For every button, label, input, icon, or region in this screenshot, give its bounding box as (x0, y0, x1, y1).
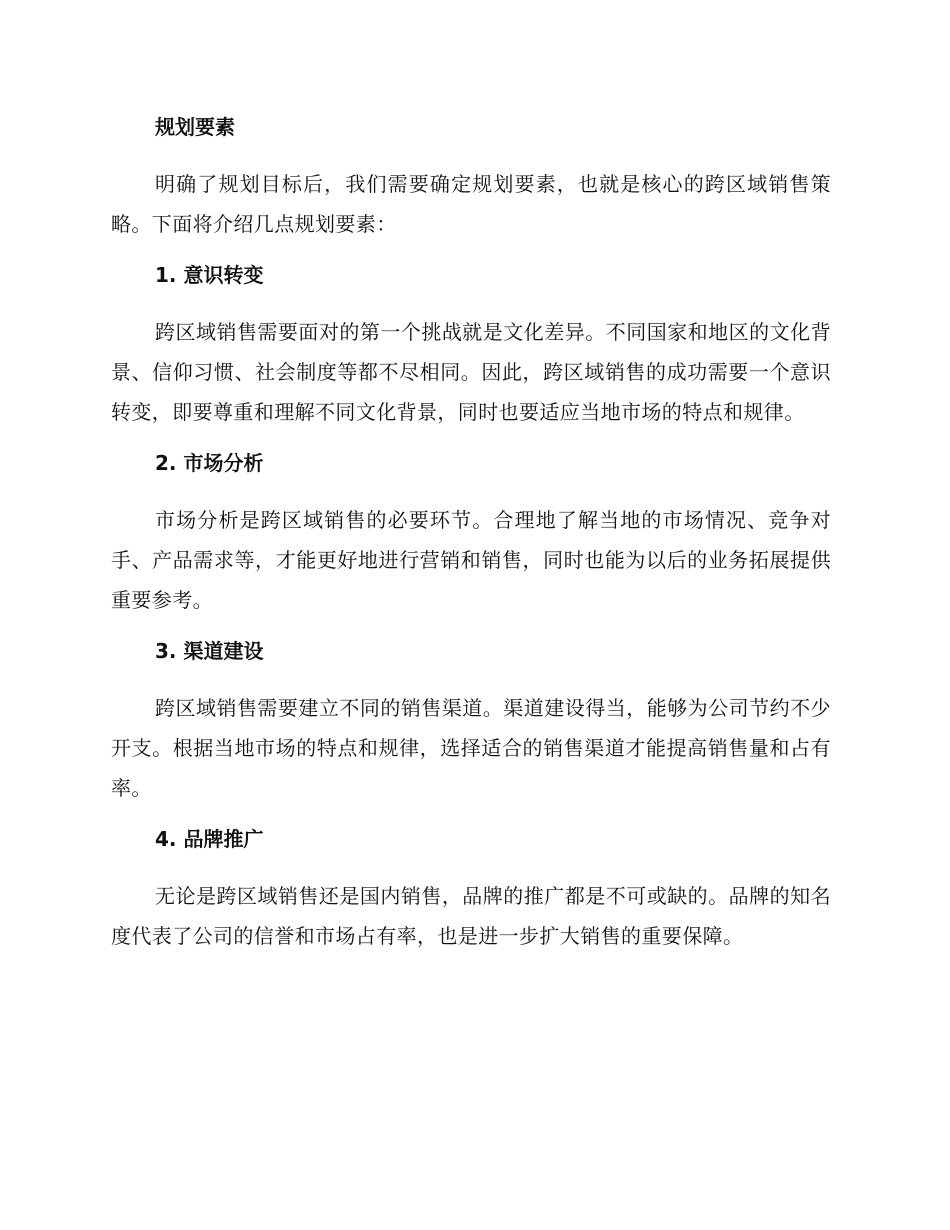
section-paragraph-2: 市场分析是跨区域销售的必要环节。合理地了解当地的市场情况、竞争对手、产品需求等，才能更好地进行营销和销售，同时也能为以后的业务拓展提供重要参考。 (111, 508, 831, 612)
section-paragraph-3: 跨区域销售需要建立不同的销售渠道。渠道建设得当，能够为公司节约不少开支。根据当地市场的特点和规律，选择适合的销售渠道才能提高销售量和占有率。 (111, 696, 831, 800)
intro-paragraph: 明确了规划目标后，我们需要确定规划要素，也就是核心的跨区域销售策略。下面将介绍几点规划要素： (111, 172, 831, 236)
section-heading-2: 2. 市场分析 (155, 451, 264, 475)
section-heading-1: 1. 意识转变 (155, 263, 264, 287)
section-paragraph-4: 无论是跨区域销售还是国内销售，品牌的推广都是不可或缺的。品牌的知名度代表了公司的信誉和市场占有率，也是进一步扩大销售的重要保障。 (111, 884, 831, 948)
section-heading-3: 3. 渠道建设 (155, 639, 264, 663)
section-heading-intro: 规划要素 (155, 115, 235, 139)
document-body (111, 112, 831, 972)
section-heading-4: 4. 品牌推广 (155, 827, 264, 851)
section-paragraph-1: 跨区域销售需要面对的第一个挑战就是文化差异。不同国家和地区的文化背景、信仰习惯、社会制度等都不尽相同。因此，跨区域销售的成功需要一个意识转变，即要尊重和理解不同文化背景，同时也要适应当地市场的特点和规律。 (111, 320, 831, 424)
